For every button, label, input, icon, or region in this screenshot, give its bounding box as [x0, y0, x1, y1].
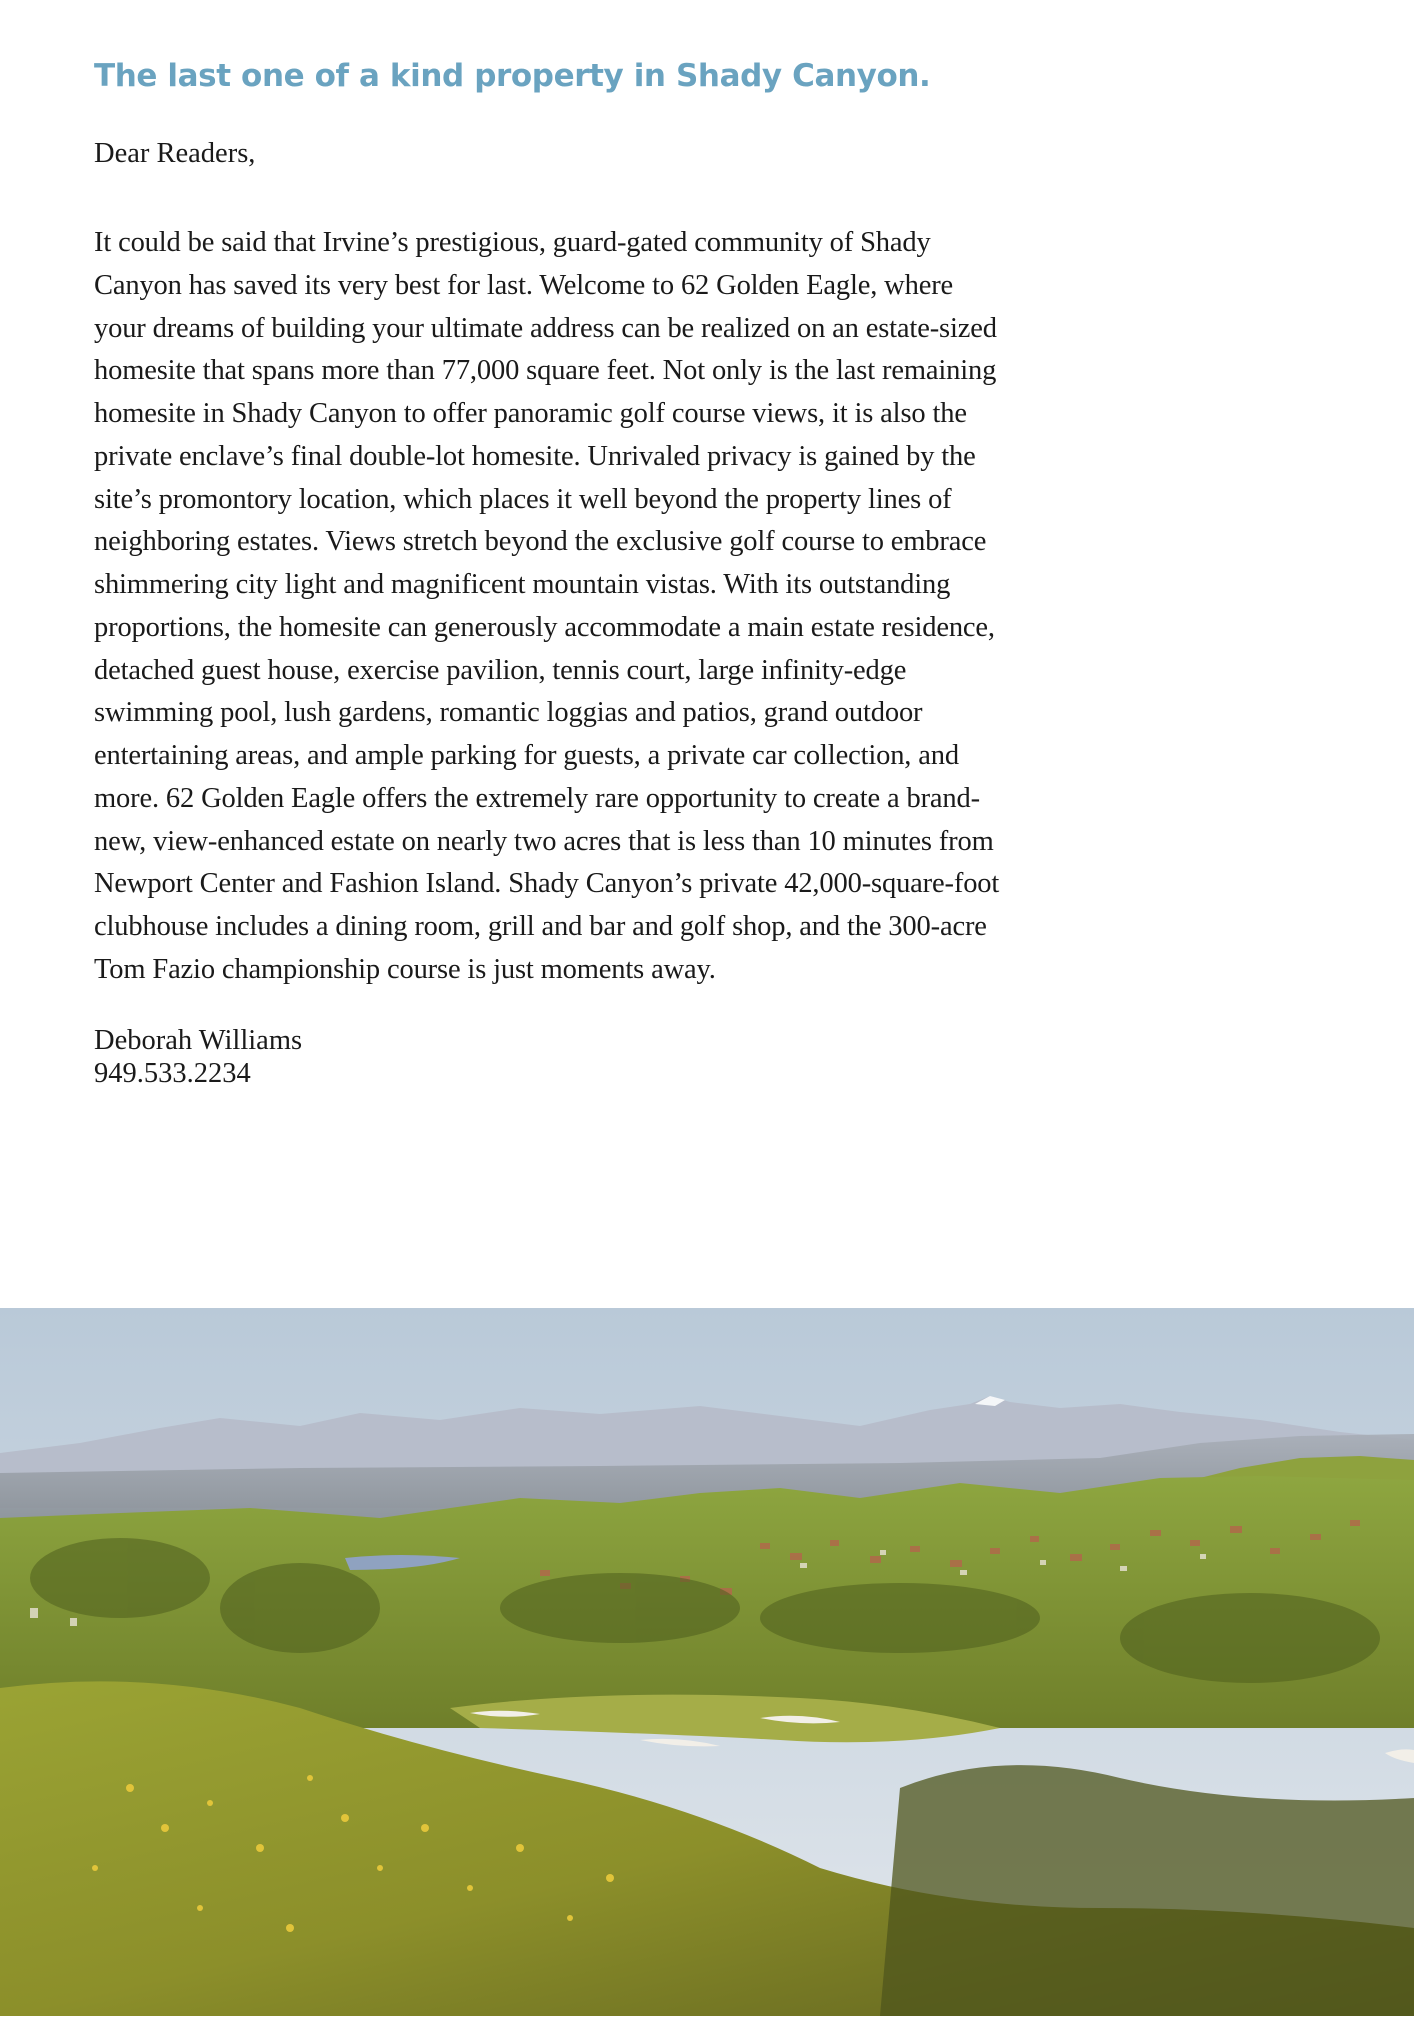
body-line: your dreams of building your ultimate address can be realized on an estate-sized: [94, 312, 997, 344]
body-line: site’s promontory location, which places it well beyond the property lines of: [94, 483, 952, 515]
body-line: Newport Center and Fashion Island. Shady Canyon’s private 42,000-square-foot: [94, 868, 1000, 900]
body-line: proportions, the homesite can generously accommodate a main estate residence,: [94, 611, 995, 643]
body-line: swimming pool, lush gardens, romantic loggias and patios, grand outdoor: [94, 697, 923, 729]
body-line: Tom Fazio championship course is just moments away.: [94, 953, 716, 985]
signature-name: Deborah Williams: [94, 1025, 303, 1056]
body-line: detached guest house, exercise pavilion, tennis court, large infinity-edge: [94, 654, 907, 686]
body-line: new, view-enhanced estate on nearly two acres that is less than 10 minutes from: [94, 825, 994, 857]
body-line: clubhouse includes a dining room, grill and bar and golf shop, and the 300-acre: [94, 911, 987, 942]
landscape-illustration: [0, 1308, 1414, 2016]
landscape-photo: [0, 1308, 1414, 2016]
signature-phone: 949.533.2234: [94, 1058, 251, 1089]
body-line: Canyon has saved its very best for last. Welcome to 62 Golden Eagle, where: [94, 269, 954, 301]
body-line: shimmering city light and magnificent mountain vistas. With its outstanding: [94, 569, 951, 600]
body-line: entertaining areas, and ample parking for guests, a private car collection, and: [94, 740, 959, 771]
body-line: private enclave’s final double-lot homesite. Unrivaled privacy is gained by the: [94, 440, 976, 472]
body-line: neighboring estates. Views stretch beyond the exclusive golf course to embrace: [94, 526, 987, 558]
body-line: more. 62 Golden Eagle offers the extremely rare opportunity to create a brand-: [94, 782, 980, 814]
body-line: homesite that spans more than 77,000 square feet. Not only is the last remaining: [94, 355, 997, 387]
signature-block: [94, 1024, 302, 1090]
salutation: Dear Readers,: [94, 138, 256, 169]
body-line: It could be said that Irvine’s prestigious, guard-gated community of Shady: [94, 227, 931, 258]
body-line: homesite in Shady Canyon to offer panoramic golf course views, it is also the: [94, 398, 967, 429]
letter-body: [94, 222, 999, 992]
page-heading: The last one of a kind property in Shady Canyon.: [94, 58, 931, 94]
